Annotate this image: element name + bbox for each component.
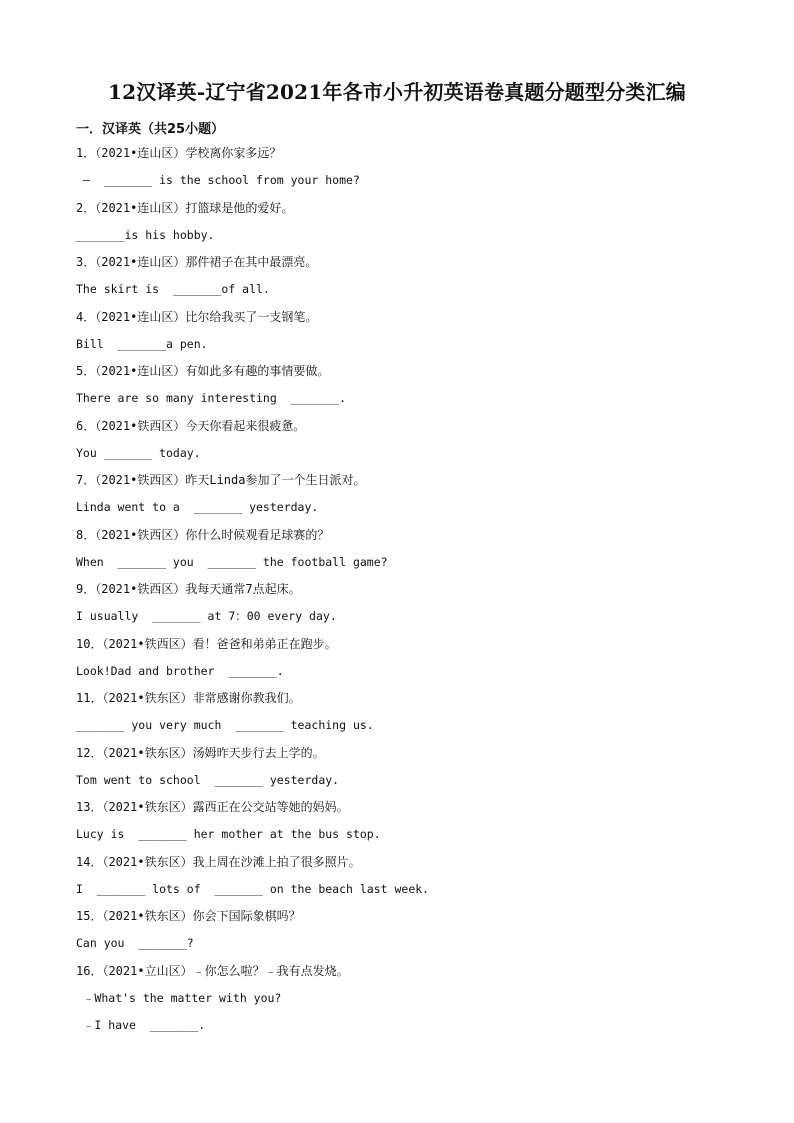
- question-item: [76, 358, 736, 413]
- question-item: [76, 849, 736, 904]
- question-item: [76, 794, 736, 849]
- question-chinese: 13．（2021•铁东区）露西正在公交站等她的妈妈。: [76, 800, 349, 814]
- question-english-blank: The skirt is _______of all.: [76, 282, 270, 296]
- question-english-blank: You _______ today.: [76, 445, 201, 460]
- question-chinese: 8．（2021•铁西区）你什么时候观看足球赛的？: [76, 527, 330, 542]
- question-chinese: 10．（2021•铁西区）看！爸爸和弟弟正在跑步。: [76, 636, 337, 651]
- question-english-blank: I _______ lots of _______ on the beach last week.: [76, 881, 430, 896]
- question-item: [76, 304, 736, 359]
- question-item: [76, 140, 736, 195]
- question-item: [76, 903, 736, 958]
- question-chinese: 15．（2021•铁东区）你会下国际象棋吗？: [76, 909, 301, 923]
- question-chinese: 7．（2021•铁西区）昨天Linda参加了一个生日派对。: [76, 473, 366, 487]
- question-english-blank: Look!Dad and brother _______.: [76, 663, 284, 678]
- question-item: [76, 249, 736, 304]
- question-item: [76, 413, 736, 468]
- question-english-blank: ﹣I have _______.: [76, 1017, 206, 1032]
- question-chinese: 4．（2021•连山区）比尔给我买了一支钢笔。: [76, 309, 318, 324]
- question-english-blank: _______is his hobby.: [76, 227, 215, 242]
- question-english-blank: _______ you very much _______ teaching us.: [76, 718, 374, 732]
- question-english-blank: – _______ is the school from your home?: [76, 173, 360, 187]
- question-english-blank: Lucy is _______ her mother at the bus stop.: [76, 827, 381, 841]
- question-chinese: 1．（2021•连山区）学校离你家多远？: [76, 146, 282, 160]
- question-chinese: 9．（2021•铁西区）我每天通常7点起床。: [76, 582, 301, 596]
- question-item: [76, 576, 736, 631]
- question-chinese: 2．（2021•连山区）打篮球是他的爱好。: [76, 200, 294, 215]
- question-chinese: 6．（2021•铁西区）今天你看起来很疲惫。: [76, 418, 306, 433]
- question-english-blank: Bill _______a pen.: [76, 336, 208, 351]
- question-list: [76, 140, 736, 1032]
- question-item: [76, 467, 736, 522]
- question-chinese: 12．（2021•铁东区）汤姆昨天步行去上学的。: [76, 745, 325, 760]
- question-item: [76, 958, 736, 1032]
- question-english-blank: Linda went to a _______ yesterday.: [76, 500, 319, 514]
- question-chinese: 5．（2021•连山区）有如此多有趣的事情要做。: [76, 364, 330, 378]
- question-item: [76, 740, 736, 795]
- question-chinese: 11．（2021•铁东区）非常感谢你教我们。: [76, 691, 301, 705]
- question-english-blank: Can you _______?: [76, 936, 194, 950]
- question-chinese: 14．（2021•铁东区）我上周在沙滩上拍了很多照片。: [76, 854, 361, 869]
- question-chinese: 16．（2021•立山区）﹣你怎么啦？﹣我有点发烧。: [76, 963, 349, 978]
- question-item: [76, 631, 736, 686]
- question-item: [76, 522, 736, 577]
- question-english-blank: Tom went to school _______ yesterday.: [76, 772, 340, 787]
- question-item: [76, 195, 736, 250]
- page-title: 12汉译英-辽宁省2021年各市小升初英语卷真题分题型分类汇编: [108, 80, 686, 104]
- question-english-blank: I usually _______ at 7：00 every day.: [76, 609, 337, 623]
- question-english-blank: There are so many interesting _______.: [76, 391, 347, 405]
- question-english-blank: When _______ you _______ the football game?: [76, 554, 388, 569]
- question-chinese: 3．（2021•连山区）那件裙子在其中最漂亮。: [76, 255, 318, 269]
- question-item: [76, 685, 736, 740]
- question-english-blank: ﹣What's the matter with you?: [76, 990, 282, 1005]
- section-heading: 一．汉译英（共25小题）: [76, 122, 225, 137]
